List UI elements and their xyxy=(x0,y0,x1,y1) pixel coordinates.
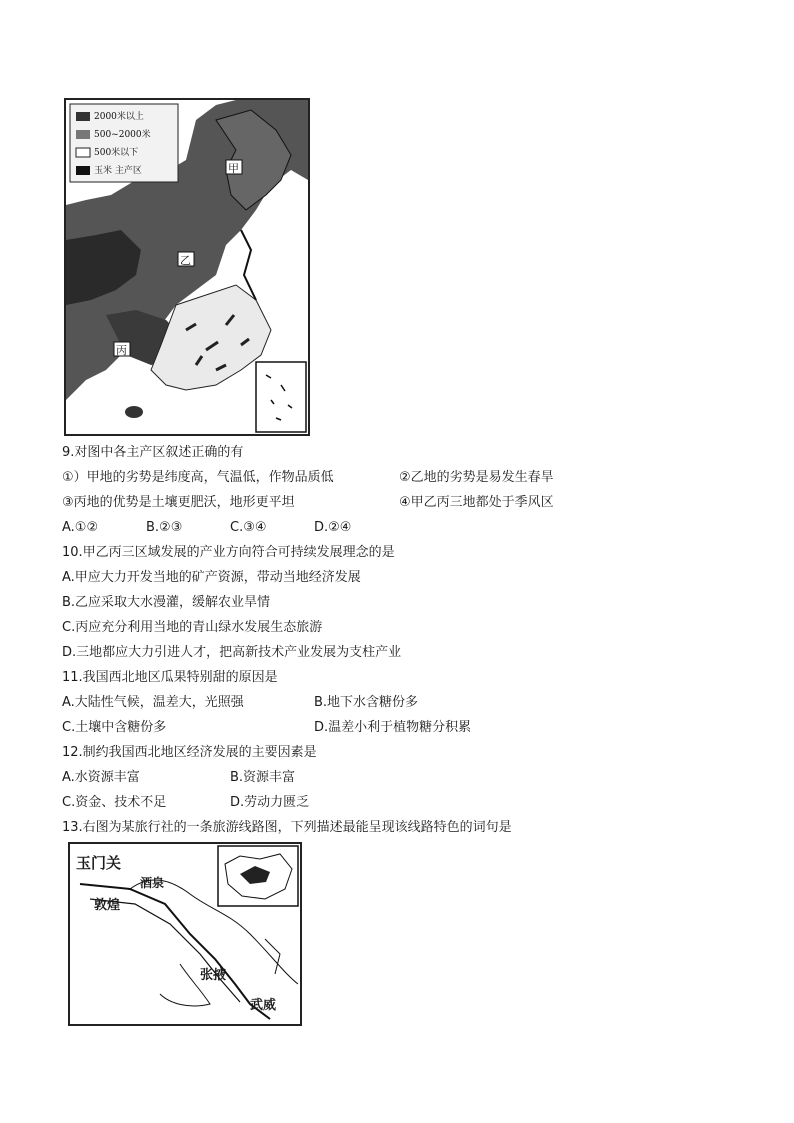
q12-stem: 12.制约我国西北地区经济发展的主要因素是 xyxy=(62,745,317,760)
q10-option-a: A.甲应大力开发当地的矿产资源，带动当地经济发展 xyxy=(62,570,361,585)
q11-option-d: D.温差小利于植物糖分积累 xyxy=(314,720,472,735)
route-map-figure xyxy=(68,842,302,1026)
label-dunhuang: 敦煌 xyxy=(94,898,121,913)
q9-stem: 9.对图中各主产区叙述正确的有 xyxy=(62,445,244,460)
q11-option-a: A.大陆性气候，温差大，光照强 xyxy=(62,695,244,710)
china-map-figure xyxy=(64,98,310,436)
q12-option-a: A.水资源丰富 xyxy=(62,770,140,785)
q12-option-b: B.资源丰富 xyxy=(230,770,296,785)
legend-low: 500米以下 xyxy=(94,148,139,158)
q11-option-b: B.地下水含糖份多 xyxy=(314,695,419,710)
legend-high: 2000米以上 xyxy=(94,112,144,122)
q9-option-d: D.②④ xyxy=(314,520,352,535)
q10-stem: 10.甲乙丙三区域发展的产业方向符合可持续发展理念的是 xyxy=(62,545,395,560)
q9-statement-2: ②乙地的劣势是易发生春旱 xyxy=(399,470,554,485)
map-legend xyxy=(94,108,151,180)
label-wuwei: 武威 xyxy=(250,998,277,1013)
label-jiuquan: 酒泉 xyxy=(140,876,165,890)
q9-option-b: B.②③ xyxy=(146,520,183,535)
q12-option-c: C.资金、技术不足 xyxy=(62,795,167,810)
q12-option-d: D.劳动力匮乏 xyxy=(230,795,310,810)
q10-option-c: C.丙应充分利用当地的青山绿水发展生态旅游 xyxy=(62,620,323,635)
q9-statement-1: ①）甲地的劣势是纬度高，气温低，作物品质低 xyxy=(62,470,334,485)
place-jia: 甲 xyxy=(228,162,239,175)
q11-option-c: C.土壤中含糖份多 xyxy=(62,720,167,735)
place-yi: 乙 xyxy=(180,254,191,267)
label-yumenguan: 玉门关 xyxy=(76,854,122,872)
q13-stem: 13.右图为某旅行社的一条旅游线路图，下列描述最能呈现该线路特色的词句是 xyxy=(62,820,512,835)
q9-option-a: A.①② xyxy=(62,520,99,535)
q10-option-d: D.三地都应大力引进人才，把高新技术产业发展为支柱产业 xyxy=(62,645,402,660)
legend-mid: 500~2000米 xyxy=(94,130,151,140)
legend-corn: 玉米 主产区 xyxy=(94,166,142,176)
q10-option-b: B.乙应采取大水漫灌，缓解农业旱情 xyxy=(62,595,271,610)
q9-option-c: C.③④ xyxy=(230,520,267,535)
place-bing: 丙 xyxy=(116,344,127,357)
q9-statement-3: ③丙地的优势是土壤更肥沃，地形更平坦 xyxy=(62,495,295,510)
q9-statement-4: ④甲乙丙三地都处于季风区 xyxy=(399,495,554,510)
label-zhangye: 张掖 xyxy=(200,968,227,983)
q11-stem: 11.我国西北地区瓜果特别甜的原因是 xyxy=(62,670,278,685)
